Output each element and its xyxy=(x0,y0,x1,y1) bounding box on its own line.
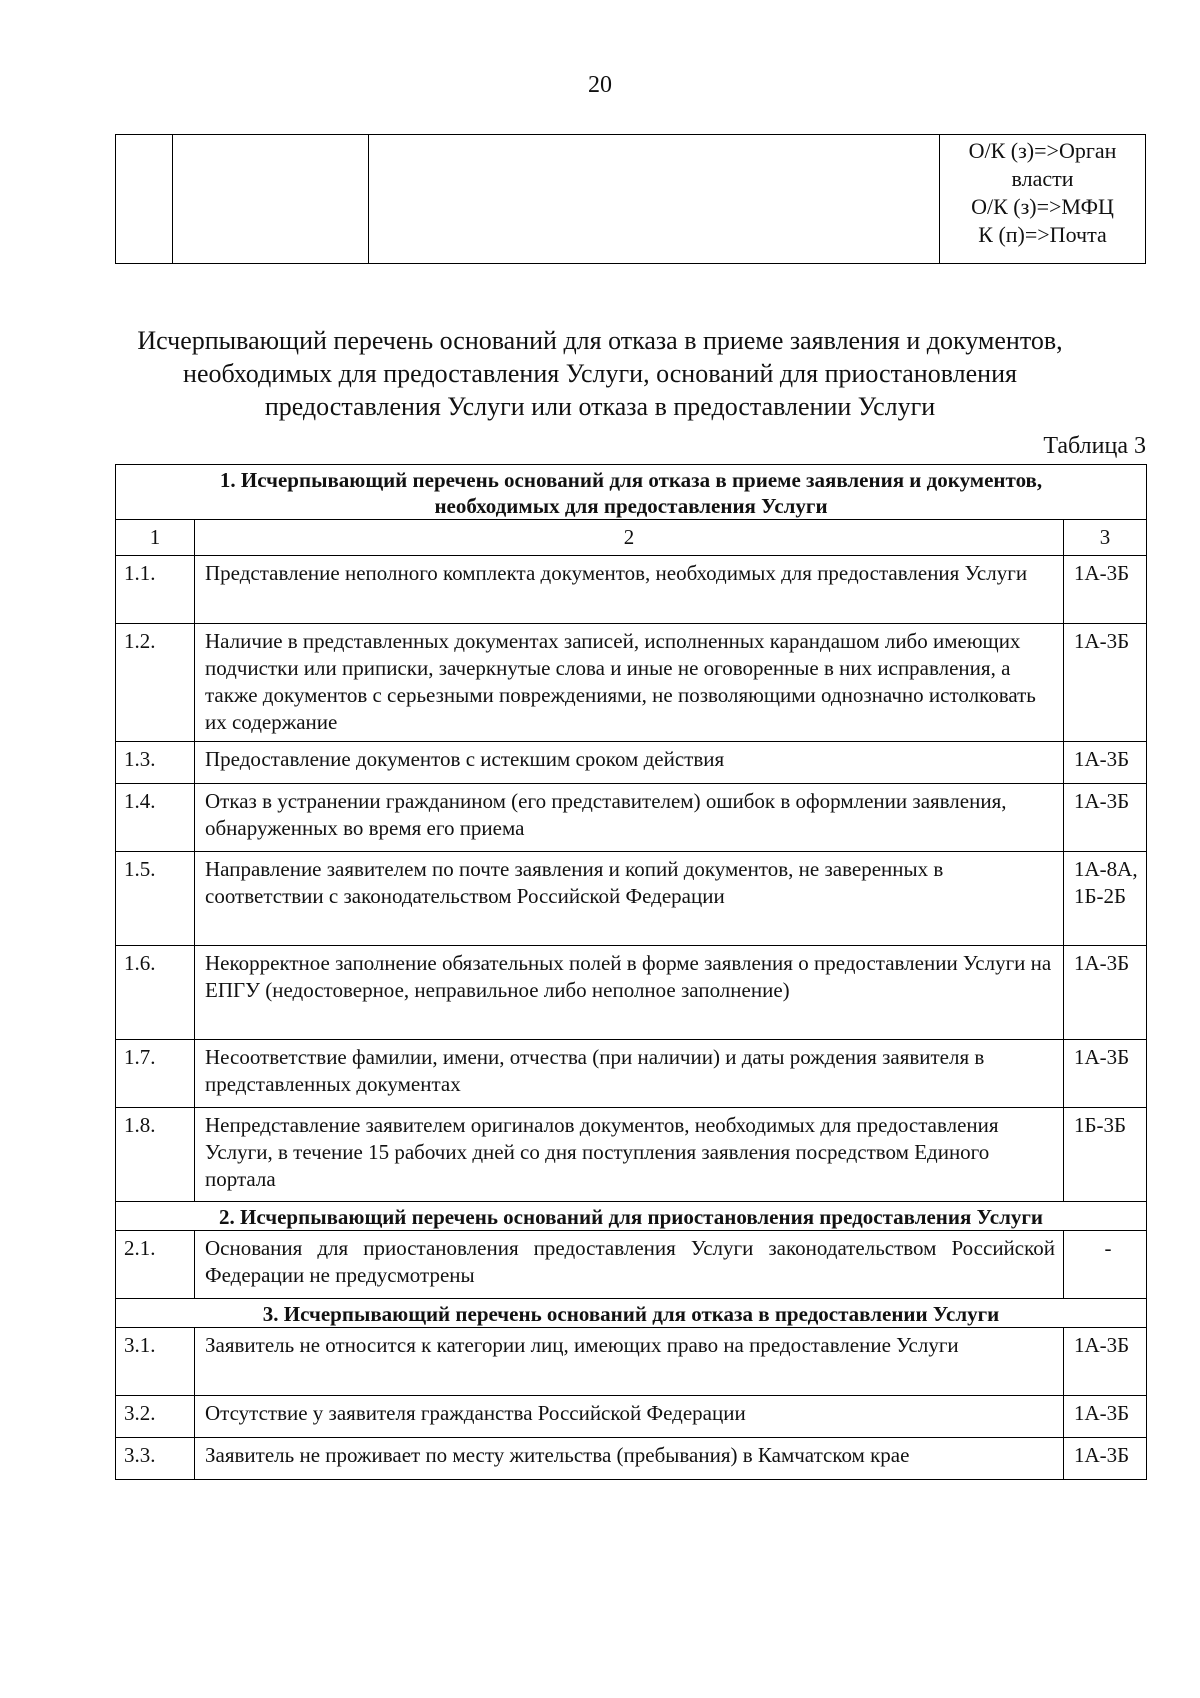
table-row xyxy=(116,1108,1147,1202)
section-header-1 xyxy=(116,465,1147,520)
section-header-3 xyxy=(116,1299,1147,1328)
row-number: 1.4. xyxy=(116,784,195,852)
row-code: 1А-3Б xyxy=(1064,1396,1147,1438)
table-row xyxy=(116,1328,1147,1396)
table-row xyxy=(116,1396,1147,1438)
section-header-cell xyxy=(116,465,1147,520)
heading-line: Исчерпывающий перечень оснований для отказа в приеме заявления и документов, xyxy=(137,326,1063,355)
channel-note-line: власти xyxy=(1011,166,1074,191)
channel-note-line: К (п)=>Почта xyxy=(978,222,1107,247)
table-row xyxy=(116,742,1147,784)
table-row xyxy=(116,1438,1147,1480)
row-number: 3.3. xyxy=(116,1438,195,1480)
row-text: Основания для приостановления предоставления Услуги законодательством Российской Федерации не предусмотрены xyxy=(195,1231,1064,1299)
column-number: 2 xyxy=(195,520,1064,556)
row-text: Непредставление заявителем оригиналов документов, необходимых для предоставления Услуги, в течение 15 рабочих дней со дня поступления заявления посредством Единого портала xyxy=(195,1108,1064,1202)
row-text: Направление заявителем по почте заявления и копий документов, не заверенных в соответствии с законодательством Российской Федерации xyxy=(195,852,1064,946)
section-header-cell: 2. Исчерпывающий перечень оснований для приостановления предоставления Услуги xyxy=(116,1202,1147,1231)
row-text: Несоответствие фамилии, имени, отчества (при наличии) и даты рождения заявителя в представленных документах xyxy=(195,1040,1064,1108)
table-row xyxy=(116,946,1147,1040)
column-number-row xyxy=(116,520,1147,556)
heading-line: необходимых для предоставления Услуги, оснований для приостановления xyxy=(183,359,1017,388)
section-title-line: необходимых для предоставления Услуги xyxy=(434,494,828,518)
continuation-row xyxy=(116,135,1146,264)
row-text: Предоставление документов с истекшим сроком действия xyxy=(195,742,1064,784)
table-row xyxy=(116,784,1147,852)
row-number: 2.1. xyxy=(116,1231,195,1299)
grounds-table xyxy=(115,464,1147,1480)
channel-note-line: О/К (з)=>Орган xyxy=(968,138,1117,163)
table-row xyxy=(116,556,1147,624)
column-number: 1 xyxy=(116,520,195,556)
section-title-line: 1. Исчерпывающий перечень оснований для отказа в приеме заявления и документов, xyxy=(219,468,1043,492)
row-number: 1.3. xyxy=(116,742,195,784)
row-number: 1.5. xyxy=(116,852,195,946)
page-number: 20 xyxy=(588,72,612,98)
row-number: 1.1. xyxy=(116,556,195,624)
column-number: 3 xyxy=(1064,520,1147,556)
section-header-cell: 3. Исчерпывающий перечень оснований для отказа в предоставлении Услуги xyxy=(116,1299,1147,1328)
row-text: Отказ в устранении гражданином (его представителем) ошибок в оформлении заявления, обнаруженных во время его приема xyxy=(195,784,1064,852)
row-code: 1Б-3Б xyxy=(1064,1108,1147,1202)
table-label: Таблица 3 xyxy=(1043,433,1146,459)
empty-cell xyxy=(173,135,369,264)
row-number: 1.2. xyxy=(116,624,195,742)
row-code: 1А-3Б xyxy=(1064,1328,1147,1396)
row-text: Некорректное заполнение обязательных полей в форме заявления о предоставлении Услуги на ЕПГУ (недостоверное, неправильное либо неполное заполнение) xyxy=(195,946,1064,1040)
section-header-2 xyxy=(116,1202,1147,1231)
table-row xyxy=(116,1231,1147,1299)
row-code: 1А-3Б xyxy=(1064,556,1147,624)
row-text: Заявитель не проживает по месту жительства (пребывания) в Камчатском крае xyxy=(195,1438,1064,1480)
row-number: 1.6. xyxy=(116,946,195,1040)
row-code: 1А-3Б xyxy=(1064,784,1147,852)
row-code: 1А-3Б xyxy=(1064,1040,1147,1108)
channel-note-line: О/К (з)=>МФЦ xyxy=(971,194,1114,219)
section-heading xyxy=(100,324,1100,423)
row-number: 3.1. xyxy=(116,1328,195,1396)
row-code: 1А-3Б xyxy=(1064,946,1147,1040)
row-code: 1А-3Б xyxy=(1064,624,1147,742)
row-code: 1А-3Б xyxy=(1064,1438,1147,1480)
table-row xyxy=(116,852,1147,946)
row-number: 1.7. xyxy=(116,1040,195,1108)
row-code: 1А-8А, 1Б-2Б xyxy=(1064,852,1147,946)
channel-note-cell xyxy=(940,135,1146,264)
row-code: 1А-3Б xyxy=(1064,742,1147,784)
row-number: 3.2. xyxy=(116,1396,195,1438)
row-code: - xyxy=(1064,1231,1147,1299)
row-text: Отсутствие у заявителя гражданства Российской Федерации xyxy=(195,1396,1064,1438)
row-text: Наличие в представленных документах записей, исполненных карандашом либо имеющих подчистки или приписки, зачеркнутые слова и иные не оговоренные в них исправления, а также документов с серьезными повреждениями, не позволяющими однозначно истолковать их содержание xyxy=(195,624,1064,742)
table-row xyxy=(116,1040,1147,1108)
heading-line: предоставления Услуги или отказа в предоставлении Услуги xyxy=(264,392,936,421)
empty-cell xyxy=(116,135,173,264)
row-text: Представление неполного комплекта документов, необходимых для предоставления Услуги xyxy=(195,556,1064,624)
continuation-table xyxy=(115,134,1146,264)
empty-cell xyxy=(369,135,940,264)
table-row xyxy=(116,624,1147,742)
row-text: Заявитель не относится к категории лиц, имеющих право на предоставление Услуги xyxy=(195,1328,1064,1396)
row-number: 1.8. xyxy=(116,1108,195,1202)
